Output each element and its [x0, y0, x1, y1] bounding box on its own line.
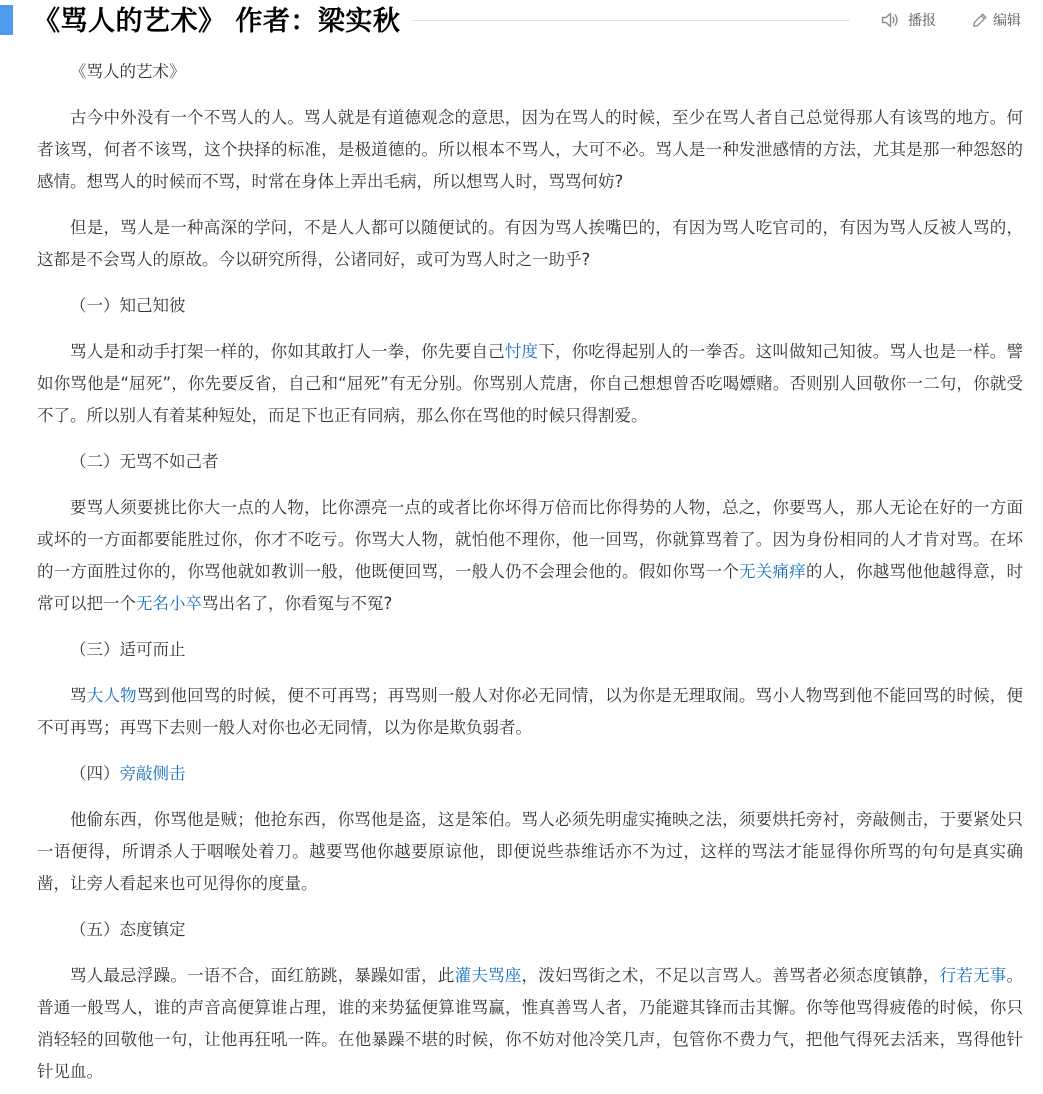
speaker-icon — [881, 12, 908, 28]
term-link[interactable]: 旁敲侧击 — [119, 764, 186, 783]
pencil-icon — [972, 12, 993, 28]
paragraph-text: 骂人是和动手打架一样的，你如其敢打人一拳，你先要自己 — [70, 342, 505, 361]
paragraph-text: 骂 — [70, 686, 87, 705]
article-paragraph — [37, 492, 1023, 620]
paragraph-text: 要骂人须要挑比你大一点的人物，比你漂亮一点的或者比你坏得万倍而比你得势的人物，总之，你要骂人，那人无论在好的一方面或坏的一方面都要能胜过你，你才不吃亏。你骂大人物，就怕他不理你，他一回骂，你就算骂着了。因为身份相同的人才肯对骂。在坏的一方面胜过你的，你骂他就如教训一般，他既便回骂，一般人仍不会理会他的。假如你骂一个 — [37, 498, 1023, 581]
paragraph-text: 骂人最忌浮躁。一语不合，面红筋跳，暴躁如雷，此 — [70, 966, 455, 985]
paragraph-text: 下，你吃得起别人的一拳否。这叫做知己知彼。骂人也是一样。譬如你骂他是“屈死”，你先要反省，自己和“屈死”有无分别。你骂别人荒唐，你自己想想曾否吃喝嫖赌。否则别人回敬你一二句，你就受不了。所以别人有着某种短处，而足下也正有同病，那么你在骂他的时候只得割爱。 — [37, 342, 1024, 425]
term-link[interactable]: 灌夫骂座 — [454, 966, 522, 985]
article-paragraph — [37, 680, 1023, 744]
article-paragraph — [37, 960, 1023, 1088]
term-link[interactable]: 大人物 — [86, 686, 137, 705]
page-title: 《骂人的艺术》 作者：梁实秋 — [33, 6, 401, 37]
article-paragraph — [37, 804, 1023, 900]
article-paragraph — [37, 758, 1023, 790]
title-divider — [412, 20, 850, 21]
paragraph-text: （五）态度镇定 — [70, 920, 186, 939]
paragraph-text: （一）知己知彼 — [70, 296, 186, 315]
article-paragraph — [37, 336, 1023, 432]
paragraph-text: 的人，你越骂他他越得意，时常可以把一个 — [37, 562, 1024, 613]
article-paragraph — [37, 102, 1023, 198]
article-paragraph — [37, 914, 1023, 946]
article-paragraph — [37, 56, 1023, 88]
term-link[interactable]: 忖度 — [504, 342, 539, 361]
article-paragraph — [37, 290, 1023, 322]
edit-button[interactable] — [972, 9, 1021, 31]
play-audio-label: 播报 — [908, 13, 936, 29]
paragraph-text: 他偷东西，你骂他是贼；他抢东西，你骂他是盗，这是笨伯。骂人必须先明虚实掩映之法，须要烘托旁衬，旁敲侧击，于要紧处只一语便得，所谓杀人于咽喉处着刀。越要骂他你越要原谅他，即便说些恭维话亦不为过，这样的骂法才能显得你所骂的句句是真实确凿，让旁人看起来也可见得你的度量。 — [37, 810, 1023, 893]
paragraph-text: （三）适可而止 — [70, 640, 186, 659]
article-paragraph — [37, 634, 1023, 666]
play-audio-button[interactable] — [881, 9, 936, 31]
paragraph-text: 《骂人的艺术》 — [70, 62, 186, 81]
paragraph-text: 骂到他回骂的时候，便不可再骂；再骂则一般人对你必无同情，以为你是无理取闹。骂小人物骂到他不能回骂的时候，便不可再骂；再骂下去则一般人对你也必无同情，以为你是欺负弱者。 — [37, 686, 1024, 737]
article-paragraph — [37, 212, 1023, 276]
edit-label: 编辑 — [993, 13, 1021, 29]
paragraph-text: ，泼妇骂街之术，不足以言骂人。善骂者必须态度镇静， — [521, 966, 940, 985]
term-link[interactable]: 无名小卒 — [136, 594, 202, 613]
term-link[interactable]: 行若无事 — [939, 966, 1007, 985]
paragraph-text: 古今中外没有一个不骂人的人。骂人就是有道德观念的意思，因为在骂人的时候，至少在骂人者自己总觉得那人有该骂的地方。何者该骂，何者不该骂，这个抉择的标准，是极道德的。所以根本不骂人，大可不必。骂人是一种发泄感情的方法，尤其是那一种怨怒的感情。想骂人的时候而不骂，时常在身体上弄出毛病，所以想骂人时，骂骂何妨? — [37, 108, 1023, 191]
title-accent-bar — [0, 5, 13, 35]
paragraph-text: 但是，骂人是一种高深的学问，不是人人都可以随便试的。有因为骂人挨嘴巴的，有因为骂人吃官司的，有因为骂人反被人骂的，这都是不会骂人的原故。今以研究所得，公诸同好，或可为骂人时之一助乎? — [37, 218, 1023, 269]
article-header — [0, 0, 1043, 44]
article-body — [37, 56, 1023, 1094]
term-link[interactable]: 无关痛痒 — [739, 562, 806, 581]
paragraph-text: 。普通一般骂人，谁的声音高便算谁占理，谁的来势猛便算谁骂赢，惟真善骂人者，乃能避其锋而击其懈。你等他骂得疲倦的时候，你只消轻轻的回敬他一句，让他再狂吼一阵。在他暴躁不堪的时候，你不妨对他冷笑几声，包管你不费力气，把他气得死去活来，骂得他针针见血。 — [37, 966, 1024, 1081]
paragraph-text: （二）无骂不如己者 — [70, 452, 219, 471]
paragraph-text: （四） — [70, 764, 120, 783]
paragraph-text: 骂出名了，你看冤与不冤? — [202, 594, 393, 613]
article-paragraph — [37, 446, 1023, 478]
